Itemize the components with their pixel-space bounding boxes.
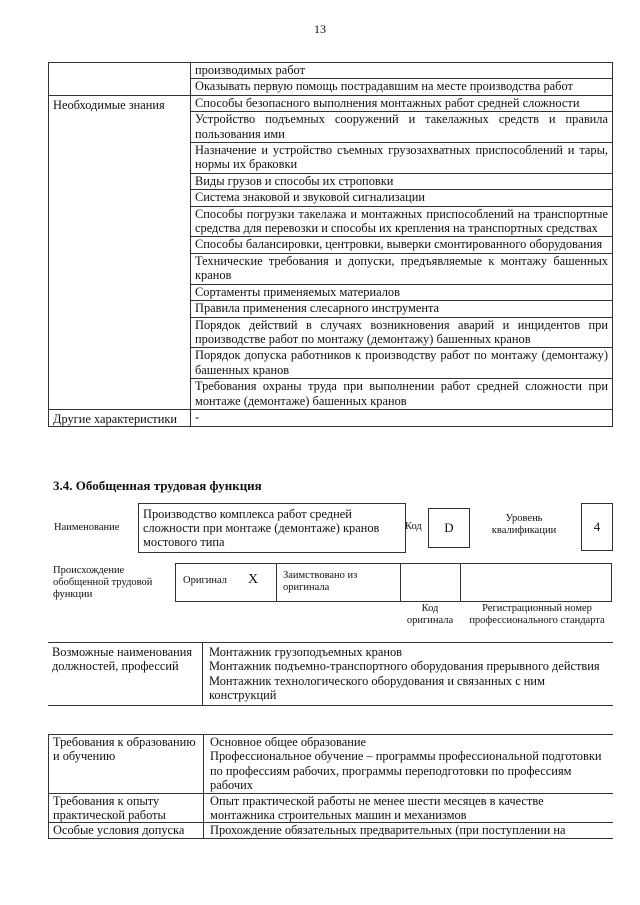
list-item: - <box>195 409 200 424</box>
list-item: Правила применения слесарного инструмента <box>191 301 612 317</box>
list-item: Порядок действий в случаях возникновения аварий и инцидентов при производстве работ по монтажу (демонтажу) башенных кранов <box>191 318 612 349</box>
code-value: D <box>428 508 470 548</box>
row-label: Другие характеристики <box>49 409 191 426</box>
reg-number-label: Регистрационный номер профессионального стандарта <box>469 603 605 626</box>
list-item: Монтажник грузоподъемных кранов <box>209 645 403 659</box>
level-label: Уровень квалификации <box>491 513 557 536</box>
row-label <box>49 63 191 96</box>
table-row <box>49 63 613 96</box>
code-original-label: Код оригинала <box>406 603 454 626</box>
knowledge-table <box>48 62 613 427</box>
list-item: Основное общее образование <box>210 735 366 749</box>
name-label: Наименование <box>54 522 120 533</box>
list-item: Оказывать первую помощь пострадавшим на месте производства работ <box>195 79 573 94</box>
list-item: Система знаковой и звуковой сигнализации <box>191 190 612 206</box>
list-item: Требования охраны труда при выполнении работ средней сложности при монтаже (демонтаже) башенных кранов <box>195 379 608 408</box>
original-mark: X <box>248 572 259 587</box>
list-item: Технические требования и допуски, предъявляемые к монтажу башенных кранов <box>191 254 612 285</box>
positions-table <box>48 642 613 706</box>
list-item: Устройство подъемных сооружений и такелажных средств и правила пользования ими <box>191 112 612 143</box>
table-row <box>49 793 614 823</box>
list-item: Прохождение обязательных предварительных (при поступлении на <box>210 823 566 838</box>
list-item: Способы безопасного выполнения монтажных работ средней сложности <box>191 96 612 112</box>
page-number: 13 <box>314 22 326 36</box>
row-label: Требования к образованию и обучению <box>49 735 204 794</box>
list-item: Монтажник подъемно-транспортного оборудования прерывного действия <box>209 659 600 674</box>
list-item: Опыт практической работы не менее шести месяцев в качестве монтажника строительных машин и механизмов <box>210 793 544 823</box>
list-item: Назначение и устройство съемных грузозахватных приспособлений и тары, нормы их браковки <box>191 143 612 174</box>
table-row <box>49 95 613 409</box>
code-original-cell <box>400 564 461 601</box>
requirements-table <box>48 734 613 839</box>
list-item: Сортаменты применяемых материалов <box>191 285 612 301</box>
function-name: Производство комплекса работ средней сложности при монтаже (демонтаже) кранов мостового типа <box>138 503 406 553</box>
list-item: Способы погрузки такелажа и монтажных приспособлений на транспортные средства для перевозки и способы их крепления на транспортных средствах <box>191 207 612 238</box>
row-label: Возможные наименования должностей, профессий <box>48 643 203 706</box>
origin-row <box>175 563 612 602</box>
list-item: производимых работ <box>191 63 612 79</box>
list-item: Профессиональное обучение – программы профессиональной подготовки по профессиям рабочих, программы переподготовки по профессиям рабочих <box>210 749 602 793</box>
table-row <box>49 735 614 794</box>
list-item: Способы балансировки, центровки, выверки смонтированного оборудования <box>191 237 612 253</box>
original-label: Оригинал <box>183 575 227 586</box>
list-item: Монтажник технологического оборудования и связанных с ним конструкций <box>209 673 545 703</box>
row-label: Требования к опыту практической работы <box>49 793 204 823</box>
level-value: 4 <box>581 503 613 551</box>
list-item: Виды грузов и способы их строповки <box>191 174 612 190</box>
code-label: Код <box>405 521 422 532</box>
list-item: Порядок допуска работников к производству работ по монтажу (демонтажу) башенных кранов <box>191 348 612 379</box>
row-label: Особые условия допуска <box>49 823 204 838</box>
table-row <box>49 409 613 426</box>
section-title: 3.4. Обобщенная трудовая функция <box>53 478 262 493</box>
table-row <box>49 823 614 838</box>
origin-label: Происхождение обобщенной трудовой функции <box>53 565 153 600</box>
table-row <box>48 643 613 706</box>
borrowed-label: Заимствовано из оригинала <box>283 570 358 593</box>
row-label: Необходимые знания <box>49 95 191 409</box>
